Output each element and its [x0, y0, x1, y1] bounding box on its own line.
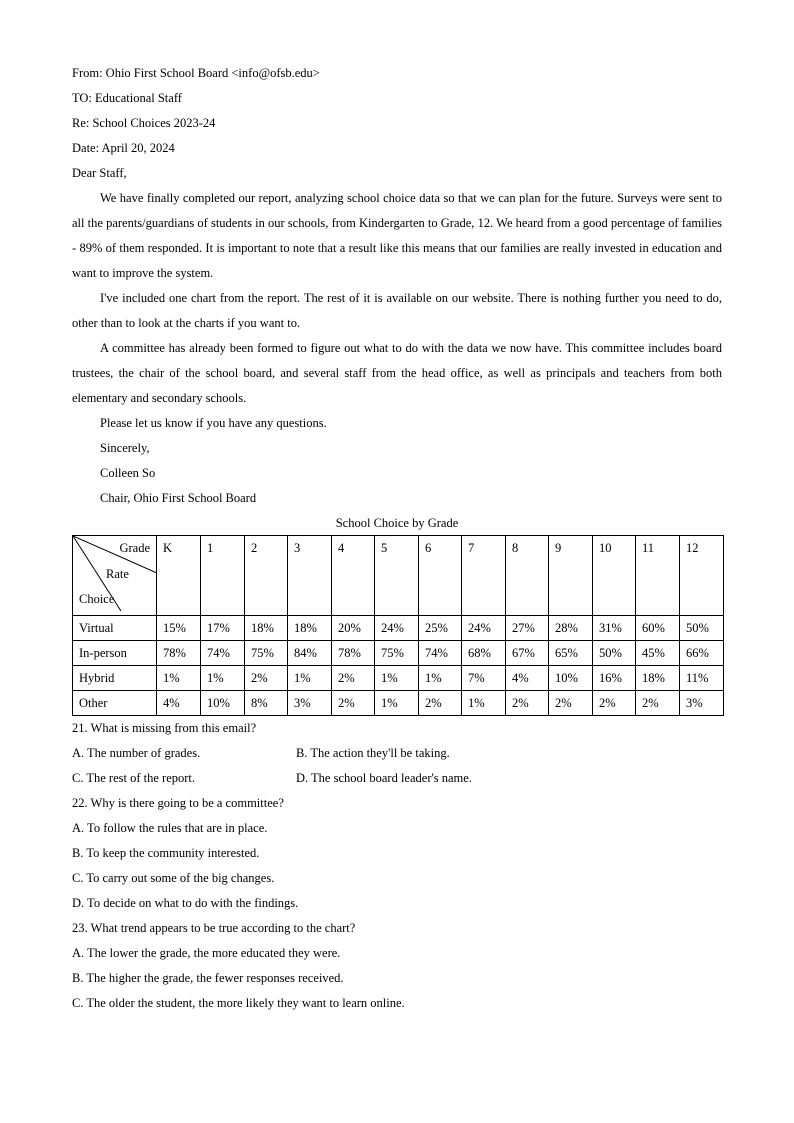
table-cell: 78%: [157, 641, 201, 666]
signer-title: Chair, Ohio First School Board: [100, 491, 257, 505]
table-cell: 1%: [157, 666, 201, 691]
answer-option: C. To carry out some of the big changes.: [72, 871, 275, 885]
table-cell: 3%: [288, 691, 332, 716]
table-cell: 2%: [332, 691, 375, 716]
grade-header-cell: K: [157, 536, 201, 616]
table-header-row: [73, 536, 724, 616]
table-cell: 1%: [375, 666, 419, 691]
table-cell: 60%: [636, 616, 680, 641]
paragraph: We have finally completed our report, analyzing school choice data so that we can plan for the future. Surveys were sent to all the parents/guardians of students in our schools, from Kindergarten to Grade, 12. We heard from a good percentage of families - 89% of them responded. It is important to note that a result like this means that our families are really invested in education and want to improve the system.: [72, 191, 722, 280]
from-line: From: Ohio First School Board <info@ofsb.edu>: [72, 66, 320, 80]
answer-option: B. To keep the community interested.: [72, 846, 260, 860]
grade-header-cell: 2: [245, 536, 288, 616]
answer-option: A. To follow the rules that are in place.: [72, 821, 268, 835]
school-choice-table: [72, 535, 724, 716]
table-cell: 24%: [462, 616, 506, 641]
table-cell: 1%: [419, 666, 462, 691]
grade-header-cell: 1: [201, 536, 245, 616]
answer-option: B. The action they'll be taking.: [296, 746, 450, 760]
table-cell: 2%: [636, 691, 680, 716]
table-cell: 3%: [680, 691, 724, 716]
table-caption: School Choice by Grade: [335, 516, 459, 530]
letter-body: [72, 161, 722, 511]
table-cell: 17%: [201, 616, 245, 641]
table-cell: 2%: [506, 691, 549, 716]
grade-header-cell: 9: [549, 536, 593, 616]
table-cell: 24%: [375, 616, 419, 641]
question-stem: 21. What is missing from this email?: [72, 721, 257, 735]
closing-line: Please let us know if you have any questions.: [100, 416, 327, 430]
table-cell: 75%: [375, 641, 419, 666]
answer-option: C. The rest of the report.: [72, 771, 195, 785]
question-22: [72, 791, 722, 916]
grade-header-cell: 10: [593, 536, 636, 616]
corner-label-choice: Choice: [79, 592, 115, 606]
header-corner-cell: [73, 536, 157, 616]
question-stem: 22. Why is there going to be a committee?: [72, 796, 284, 810]
grade-header-cell: 8: [506, 536, 549, 616]
grade-header-cell: 6: [419, 536, 462, 616]
table-cell: 11%: [680, 666, 724, 691]
table-cell: 2%: [549, 691, 593, 716]
row-label: Virtual: [73, 616, 157, 641]
table-cell: 67%: [506, 641, 549, 666]
row-label: Other: [73, 691, 157, 716]
table-cell: 68%: [462, 641, 506, 666]
table-cell: 78%: [332, 641, 375, 666]
row-label: In-person: [73, 641, 157, 666]
answer-option: A. The number of grades.: [72, 746, 201, 760]
question-23: [72, 916, 722, 1016]
greeting: Dear Staff,: [72, 166, 127, 180]
table-row-hybrid: [73, 666, 724, 691]
table-row-virtual: [73, 616, 724, 641]
date-line: Date: April 20, 2024: [72, 141, 175, 155]
table-cell: 1%: [462, 691, 506, 716]
table-cell: 28%: [549, 616, 593, 641]
table-cell: 75%: [245, 641, 288, 666]
table-cell: 25%: [419, 616, 462, 641]
table-cell: 65%: [549, 641, 593, 666]
paragraph: I've included one chart from the report. The rest of it is available on our website. There is nothing further you need to do, other than to look at the charts if you want to.: [72, 291, 722, 330]
table-cell: 8%: [245, 691, 288, 716]
table-cell: 50%: [593, 641, 636, 666]
to-line: TO: Educational Staff: [72, 91, 182, 105]
table-cell: 18%: [288, 616, 332, 641]
document-page: [72, 61, 722, 1016]
table-cell: 18%: [245, 616, 288, 641]
table-cell: 4%: [506, 666, 549, 691]
table-cell: 31%: [593, 616, 636, 641]
table-cell: 2%: [245, 666, 288, 691]
answer-option: D. The school board leader's name.: [296, 771, 472, 785]
email-header: [72, 61, 722, 161]
table-cell: 10%: [201, 691, 245, 716]
answer-option: A. The lower the grade, the more educated they were.: [72, 946, 341, 960]
table-cell: 15%: [157, 616, 201, 641]
table-cell: 66%: [680, 641, 724, 666]
table-cell: 4%: [157, 691, 201, 716]
answer-option: D. To decide on what to do with the findings.: [72, 896, 299, 910]
table-cell: 2%: [419, 691, 462, 716]
table-cell: 1%: [375, 691, 419, 716]
signoff: Sincerely,: [100, 441, 150, 455]
question-stem: 23. What trend appears to be true according to the chart?: [72, 921, 356, 935]
grade-header-cell: 3: [288, 536, 332, 616]
table-cell: 20%: [332, 616, 375, 641]
corner-label-rate: Rate: [106, 567, 129, 581]
table-cell: 74%: [201, 641, 245, 666]
table-cell: 45%: [636, 641, 680, 666]
table-cell: 84%: [288, 641, 332, 666]
subject-line: Re: School Choices 2023-24: [72, 116, 216, 130]
grade-header-cell: 7: [462, 536, 506, 616]
table-cell: 50%: [680, 616, 724, 641]
table-cell: 18%: [636, 666, 680, 691]
grade-header-cell: 4: [332, 536, 375, 616]
table-cell: 16%: [593, 666, 636, 691]
table-row-in-person: [73, 641, 724, 666]
signer-name: Colleen So: [100, 466, 156, 480]
answer-option: C. The older the student, the more likely they want to learn online.: [72, 996, 405, 1010]
table-cell: 7%: [462, 666, 506, 691]
grade-header-cell: 5: [375, 536, 419, 616]
row-label: Hybrid: [73, 666, 157, 691]
grade-header-cell: 11: [636, 536, 680, 616]
table-cell: 1%: [201, 666, 245, 691]
table-cell: 2%: [593, 691, 636, 716]
grade-header-cell: 12: [680, 536, 724, 616]
table-cell: 1%: [288, 666, 332, 691]
paragraph: A committee has already been formed to figure out what to do with the data we now have. This committee includes board trustees, the chair of the school board, and several staff from the head office, as well as principals and teachers from both elementary and secondary schools.: [72, 341, 722, 405]
table-cell: 2%: [332, 666, 375, 691]
table-cell: 10%: [549, 666, 593, 691]
table-row-other: [73, 691, 724, 716]
table-cell: 74%: [419, 641, 462, 666]
corner-label-grade: Grade: [119, 541, 150, 555]
answer-option: B. The higher the grade, the fewer responses received.: [72, 971, 344, 985]
table-cell: 27%: [506, 616, 549, 641]
question-21: [72, 716, 722, 791]
